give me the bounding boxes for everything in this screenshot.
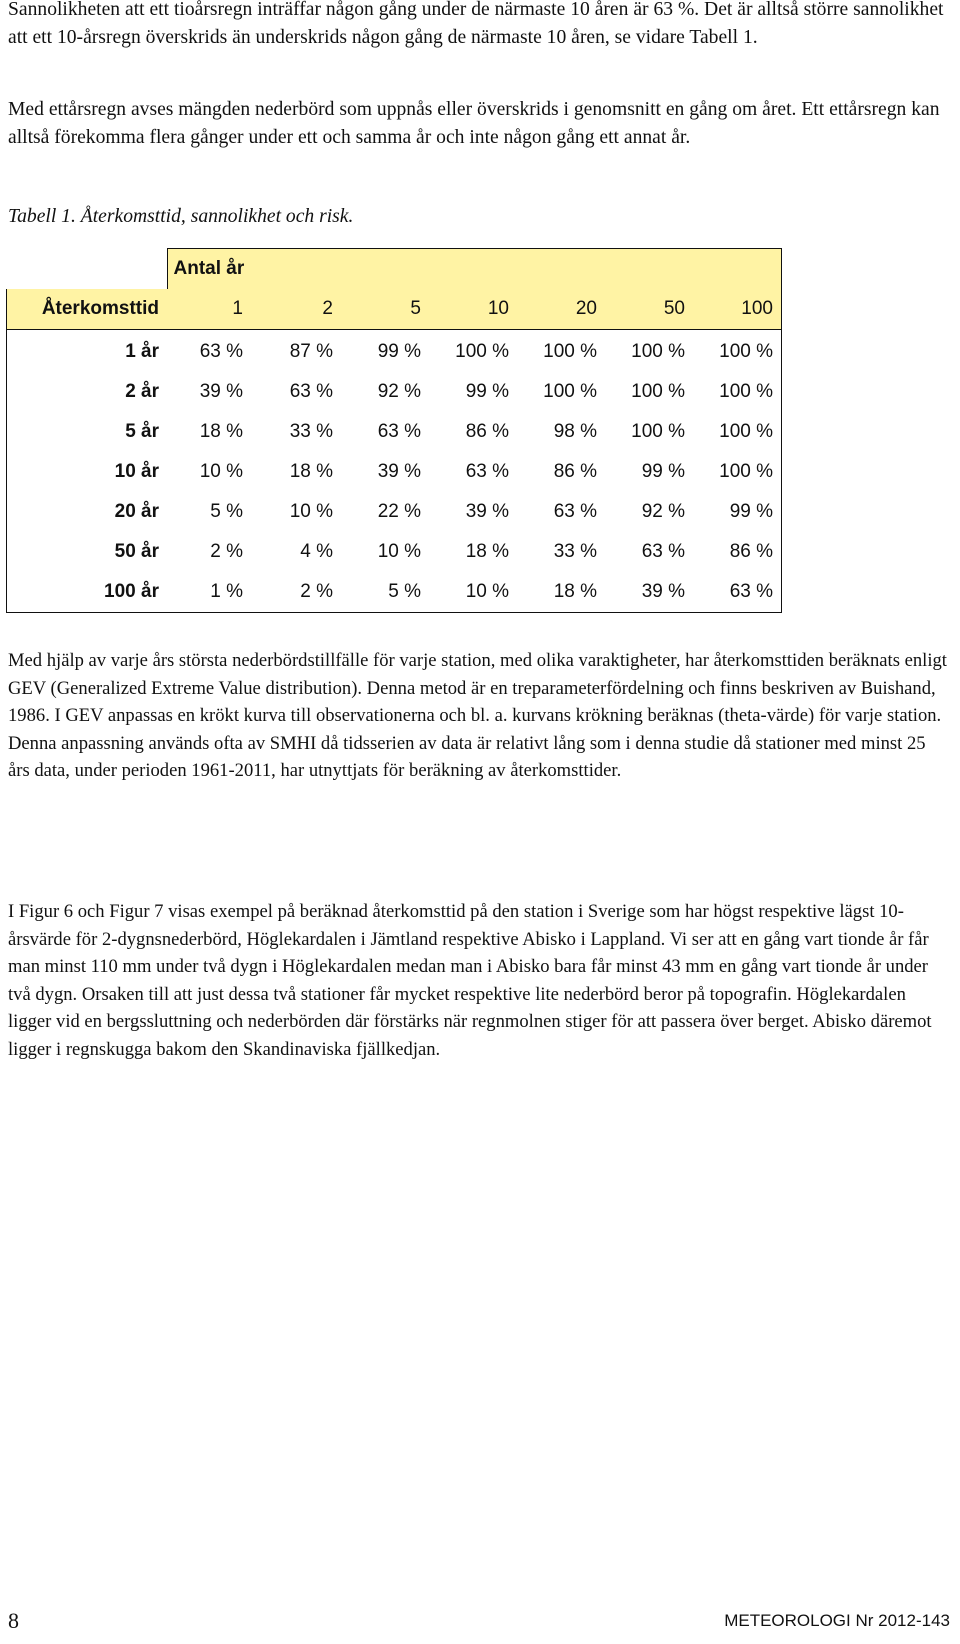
table-cell: 4 % [300, 541, 333, 562]
table-cell: 86 % [553, 461, 597, 482]
table-column-header: 2 [251, 289, 341, 330]
intro-paragraph: Sannolikheten att ett tioårsregn inträffar någon gång under de närmaste 10 åren är 63 %. Det är alltså större sannolikhet att ett 10-årsregn överskrids än underskrids någon gång de närmaste 10 åren, se vidare Tabell 1. [8, 0, 944, 48]
table-column-header: 100 [693, 289, 782, 330]
table-cell: 100 % [455, 341, 509, 362]
table-cell: 99 % [641, 461, 685, 482]
table-cell: 100 % [693, 330, 782, 373]
table-cell: 99 % [465, 381, 509, 402]
table-cell: 100 % [631, 421, 685, 442]
table-caption: Tabell 1. Återkomsttid, sannolikhet och risk. [8, 206, 354, 227]
table-cell: 100 % [543, 381, 597, 402]
table-cell: 18 % [517, 572, 605, 613]
table-row-label: 10 år [7, 452, 168, 492]
table-cell: 33 % [553, 541, 597, 562]
table-row [7, 372, 782, 412]
table-row-label: 100 år [7, 572, 168, 613]
table-column-header: 5 [341, 289, 429, 330]
table-cell: 18 % [465, 541, 509, 562]
table-cell: 100 % [693, 452, 782, 492]
table-column-header-row [7, 289, 782, 330]
table-cell: 63 % [553, 501, 597, 522]
table-cell: 10 % [377, 541, 421, 562]
table-cell: 63 % [641, 541, 685, 562]
table-cell: 63 % [199, 341, 243, 362]
table-row [7, 412, 782, 452]
table-cell: 63 % [289, 381, 333, 402]
table-row-label: 5 år [7, 412, 168, 452]
definition-paragraph: Med ettårsregn avses mängden nederbörd som uppnås eller överskrids i genomsnitt en gång om året. Ett ettårsregn kan alltså förekomma flera gånger under ett och samma år och inte någon gång ett annat år. [8, 99, 940, 148]
table-cell: 63 % [465, 461, 509, 482]
table-column-header: 1 [167, 289, 251, 330]
table-cell: 63 % [693, 572, 782, 613]
table-row-header-label: Återkomsttid [7, 289, 168, 330]
table-row [7, 452, 782, 492]
table-cell: 86 % [693, 532, 782, 572]
table-cell: 39 % [605, 572, 693, 613]
table-cell: 10 % [429, 572, 517, 613]
table-cell: 98 % [553, 421, 597, 442]
table-cell: 92 % [377, 381, 421, 402]
table-cell: 2 % [251, 572, 341, 613]
table-row [7, 492, 782, 532]
table-cell: 86 % [465, 421, 509, 442]
table-cell: 2 % [210, 541, 243, 562]
table-cell: 99 % [377, 341, 421, 362]
table-cell: 5 % [210, 501, 243, 522]
table-cell: 39 % [377, 461, 421, 482]
table-cell: 99 % [693, 492, 782, 532]
table-cell: 100 % [543, 341, 597, 362]
table-column-header: 20 [517, 289, 605, 330]
table-row [7, 572, 782, 613]
table-cell: 100 % [631, 341, 685, 362]
page-number: 8 [8, 1608, 19, 1633]
table-row [7, 532, 782, 572]
table-cell: 10 % [289, 501, 333, 522]
table-cell: 39 % [465, 501, 509, 522]
table-cell: 39 % [199, 381, 243, 402]
table-corner-blank [7, 249, 168, 290]
table-row-label: 2 år [7, 372, 168, 412]
example-paragraph: I Figur 6 och Figur 7 visas exempel på beräknad återkomsttid på den station i Sverige som har högst respektive lägst 10-årsvärde för 2-dygnsnederbörd, Höglekardalen i Jämtland respektive Abisko i Lappland. Vi ser att en gång vart tionde år får man minst 110 mm under två dygn i Höglekardalen medan man i Abisko bara får minst 43 mm en gång vart tionde år under två dygn. Orsaken till att just dessa två stationer får mycket respektive lite nederbörd beror på topografin. Höglekardalen ligger vid en bergssluttning och nederbörden där förstärks när regnmolnen stiger för att passera över berget. Abisko däremot ligger i regnskugga bakom den Skandinaviska fjällkedjan. [8, 901, 932, 1060]
table-cell: 100 % [631, 381, 685, 402]
table-cell: 18 % [289, 461, 333, 482]
table-row [7, 330, 782, 373]
table-cell: 92 % [641, 501, 685, 522]
table-row-label: 1 år [7, 330, 168, 373]
table-cell: 22 % [377, 501, 421, 522]
table-column-header: 10 [429, 289, 517, 330]
table-cell: 10 % [199, 461, 243, 482]
table-cell: 63 % [377, 421, 421, 442]
table-row-label: 50 år [7, 532, 168, 572]
table-row-label: 20 år [7, 492, 168, 532]
table-group-header-row [7, 249, 782, 290]
table-body [7, 330, 782, 613]
table-cell: 1 % [167, 572, 251, 613]
table-group-header: Antal år [167, 249, 782, 290]
report-series: METEOROLOGI Nr 2012-143 [724, 1611, 950, 1630]
table-cell: 100 % [693, 412, 782, 452]
table-cell: 33 % [289, 421, 333, 442]
table-cell: 100 % [693, 372, 782, 412]
table-cell: 5 % [341, 572, 429, 613]
table-cell: 87 % [289, 341, 333, 362]
table-column-header: 50 [605, 289, 693, 330]
table-cell: 18 % [199, 421, 243, 442]
method-paragraph: Med hjälp av varje års största nederbördstillfälle för varje station, med olika varaktigheter, har återkomsttiden beräknats enligt GEV (Generalized Extreme Value distribution). Denna metod är en treparameterfördelning och finns beskriven av Buishand, 1986. I GEV anpassas en krökt kurva till observationerna och bl. a. kurvans krökning beräknas (theta-värde) för varje station. Denna anpassning används ofta av SMHI då tidsserien av data är relativt lång som i denna studie då stationer med minst 25 års data, under perioden 1961-2011, har utnyttjats för beräkning av återkomsttider. [8, 650, 947, 782]
return-period-table [6, 248, 782, 613]
